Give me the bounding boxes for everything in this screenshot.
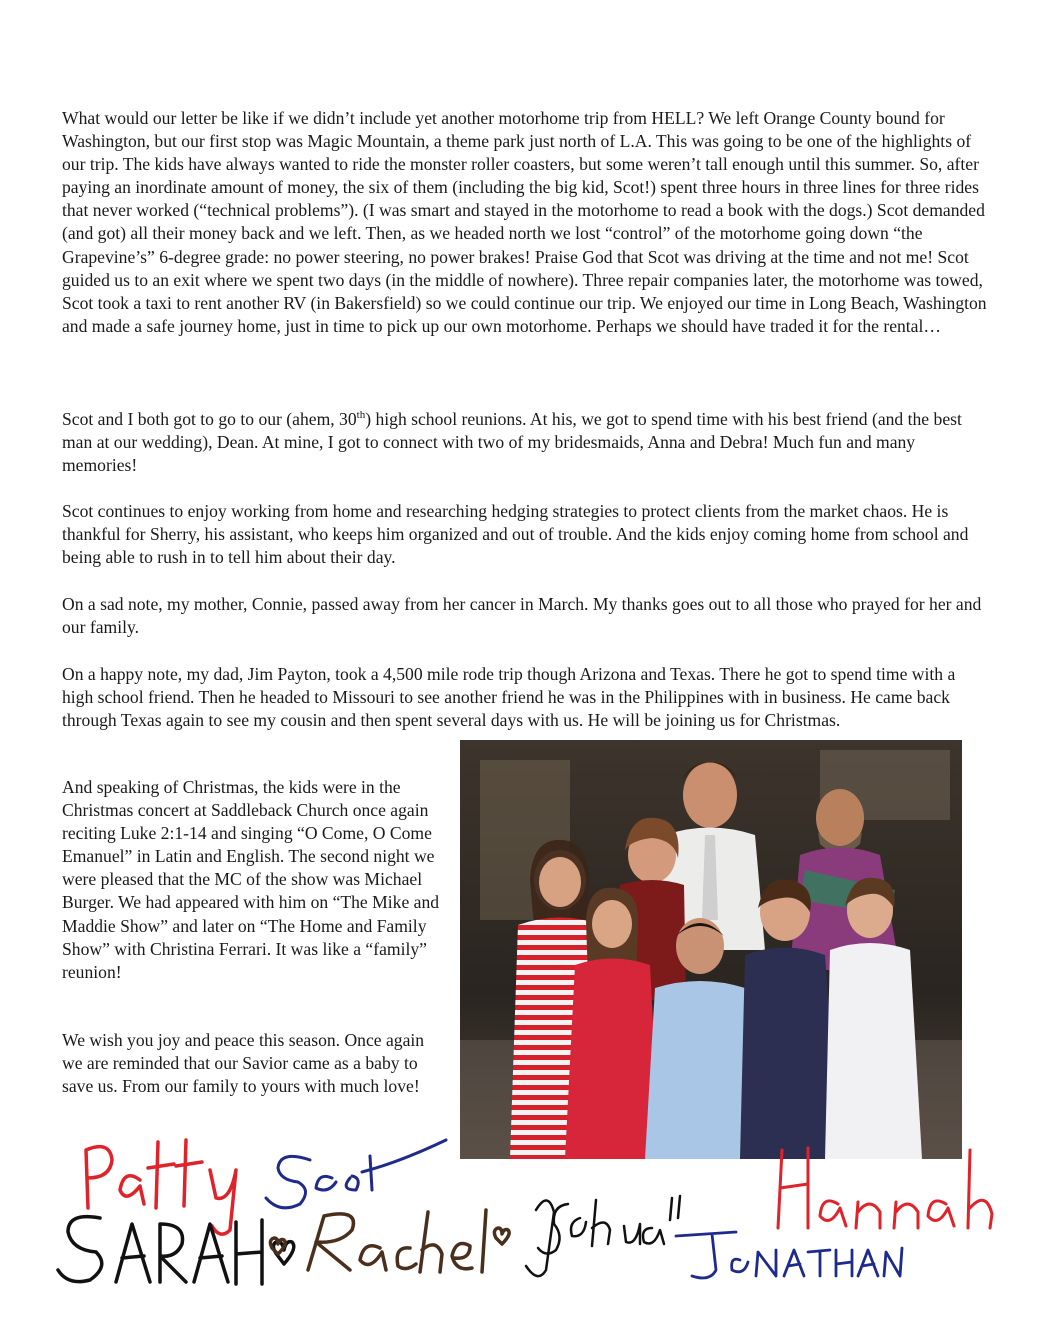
paragraph-christmas-concert: And speaking of Christmas, the kids were in the Christmas concert at Saddleback Church once again reciting Luke 2:1-14 and singing “O Come, O Come Emanuel” in Latin and English. The second night we were pleased that the MC of the show was Michael Burger. We had appeared with him on “The Mike and Maddie Show” and later on “The Home and Family Show” with Christina Ferrari. It was like a “family” reunion! xyxy=(62,777,440,982)
signature-joshua xyxy=(526,1196,680,1276)
family-signatures xyxy=(40,1120,1020,1320)
paragraph-work: Scot continues to enjoy working from home and researching hedging strategies to protect clients from the market chaos. He is thankful for Sherry, his assistant, who keeps him organized and out of trouble. And the kids enjoy coming home from school and being able to rush in to tell him about their day. xyxy=(62,501,969,568)
paragraph-wishes: We wish you joy and peace this season. Once again we are reminded that our Savior came as a baby to save us. From our family to yours with much love! xyxy=(62,1030,425,1097)
family-photo xyxy=(460,740,962,1159)
signature-jonathan xyxy=(676,1232,902,1278)
reunion-text-start: Scot and I both got to go to our (ahem, 30 xyxy=(62,409,357,429)
signature-scot xyxy=(266,1140,446,1208)
paragraph-motorhome-trip: What would our letter be like if we didn’t include yet another motorhome trip from HELL? We left Orange County bound for Washington, but our first stop was Magic Mountain, a theme park just north of L.A. This was going to be one of the highlights of our trip. The kids have always wanted to ride the monster roller coasters, but some weren’t tall enough until this summer. So, after paying an inordinate amount of money, the six of them (including the big kid, Scot!) spent three hours in three lines for three rides that never worked (“technical problems”). (I was smart and stayed in the motorhome to read a book with the dogs.) Scot demanded (and got) all their money back and we left. Then, as we headed north we lost “control” of the motorhome going down “the Grapevine’s” 6-degree grade: no power steering, no power brakes! Praise God that Scot was driving at the time and not me! Scot guided us to an exit where we spent two days (in the middle of nowhere). Three repair companies later, the motorhome was towed, Scot took a taxi to rent another RV (in Bakersfield) so we could continue our trip. We enjoyed our time in Long Beach, Washington and made a safe journey home, just in time to pick up our own motorhome. Perhaps we should have traded it for the rental… xyxy=(62,108,987,336)
signature-patty xyxy=(86,1140,236,1234)
paragraph-sad-note: On a sad note, my mother, Connie, passed away from her cancer in March. My thanks goes out to all those who prayed for her and our family. xyxy=(62,594,982,638)
paragraph-reunions xyxy=(62,408,987,477)
reunion-text-end: ) high school reunions. At his, we got to spend time with his best friend (and the best man at our wedding), Dean. At mine, I got to connect with two of my bridesmaids, Anna and Debra! Much fun and many memories! xyxy=(62,409,962,476)
signature-hannah xyxy=(778,1148,992,1228)
ordinal-suffix: th xyxy=(356,409,366,422)
signature-sarah xyxy=(58,1217,294,1284)
paragraph-happy-note: On a happy note, my dad, Jim Payton, took a 4,500 mile rode trip though Arizona and Texas. There he got to spend time with a high school friend. Then he headed to Missouri to see another friend he was in the Philippines with in business. He came back through Texas again to see my cousin and then spent several days with us. He will be joining us for Christmas. xyxy=(62,664,956,731)
signature-rachel xyxy=(270,1210,509,1272)
